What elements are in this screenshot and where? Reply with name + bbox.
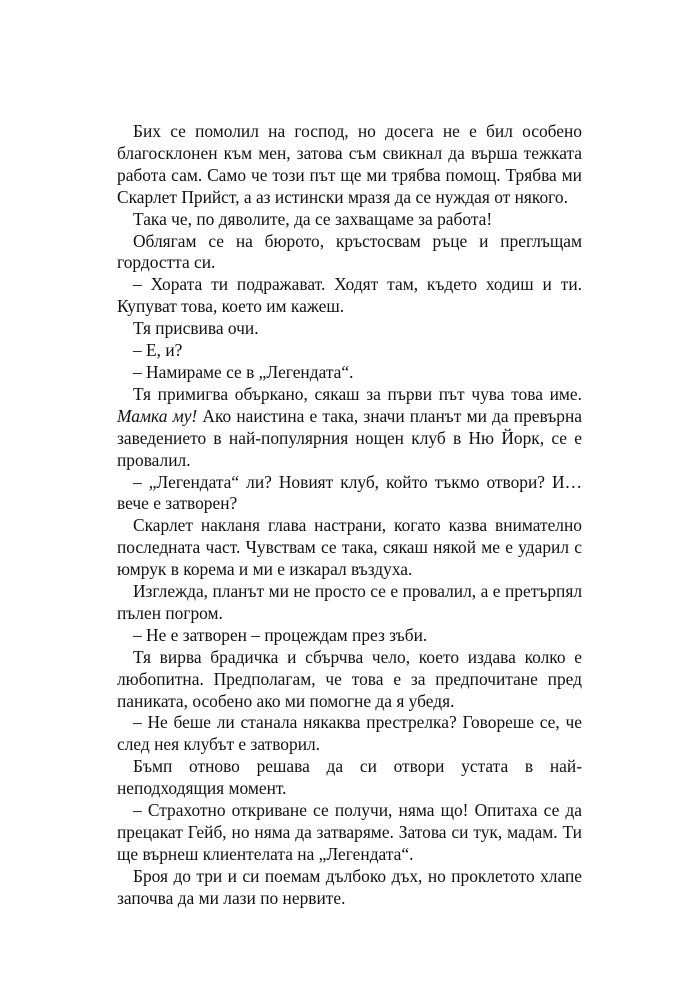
paragraph-text: Изглежда, планът ми не просто се е провалил, а е претърпял пълен погром. [117,581,582,623]
paragraph-text: Така че, по дяволите, да се захващаме за работа! [133,208,493,229]
book-page [117,121,582,910]
paragraph-4 [117,274,582,318]
paragraph-text: Скарлет накланя глава настрани, когато казва внимателно последната част. Чувствам се така, сякаш някой ме е ударил с юмрук в корема и ми е изкарал въздуха. [117,515,582,580]
paragraph-text: Тя примигва объркано, сякаш за първи път чува това име. [133,383,582,404]
paragraph-text: – Намираме се в „Легендата“. [133,361,354,382]
paragraph-text: Тя вирва брадичка и сбърчва чело, което издава колко е любопитна. Предполагам, че това е за предпочитане пред паниката, особено ако ми помогне да я убедя. [117,646,582,711]
paragraph-9 [117,472,582,516]
paragraph-text: – Е, и? [133,340,183,361]
paragraph-7 [117,362,582,384]
paragraph-2 [117,209,582,231]
paragraph-text: Бих се помолил на господ, но досега не е бил особено благосклонен към мен, затова съм свикнал да върша тежката работа сам. Само че този път ще ми трябва помощ. Трябва ми Скарлет Прийст, а аз истински мразя да се нуждая от някого. [117,121,582,207]
paragraph-14 [117,712,582,756]
paragraph-3 [117,231,582,275]
paragraph-text: Броя до три и си поемам дълбоко дъх, но проклетото хлапе започва да ми лази по нервите. [117,865,582,908]
paragraph-10 [117,515,582,581]
paragraph-text: Ако наистина е така, значи планът ми да превърна заведението в най-популярния нощен клуб в Ню Йорк, се е провалил. [117,405,582,470]
paragraph-12 [117,625,582,647]
paragraph-11 [117,581,582,625]
paragraph-5 [117,318,582,340]
paragraph-text: – „Легендата“ ли? Новият клуб, който тъкмо отвори? И… вече е затворен? [117,471,582,514]
paragraph-6 [117,340,582,362]
paragraph-17 [117,866,582,910]
paragraph-8 [117,384,582,472]
italic-exclamation: Мамка му! [117,405,198,426]
paragraph-15 [117,756,582,800]
paragraph-16 [117,800,582,866]
paragraph-text: – Не беше ли станала някаква престрелка? Говореше се, че след нея клубът е затворил. [117,712,582,755]
paragraph-text: – Хората ти подражават. Ходят там, където ходиш и ти. Купуват това, което им кажеш. [117,274,582,317]
paragraph-1 [117,121,582,209]
paragraph-text: Облягам се на бюрото, кръстосвам ръце и преглъщам гордостта си. [117,230,582,273]
paragraph-text: Тя присвива очи. [133,318,259,339]
paragraph-13 [117,647,582,713]
paragraph-text: – Не е затворен – процеждам през зъби. [133,624,428,645]
paragraph-text: – Страхотно откриване се получи, няма що! Опитаха се да прецакат Гейб, но няма да затваряме. Затова си тук, мадам. Ти ще върнеш клиентелата на „Легендата“. [117,800,582,864]
paragraph-text: Бъмп отново решава да си отвори устата в най-неподходящия момент. [117,756,582,799]
